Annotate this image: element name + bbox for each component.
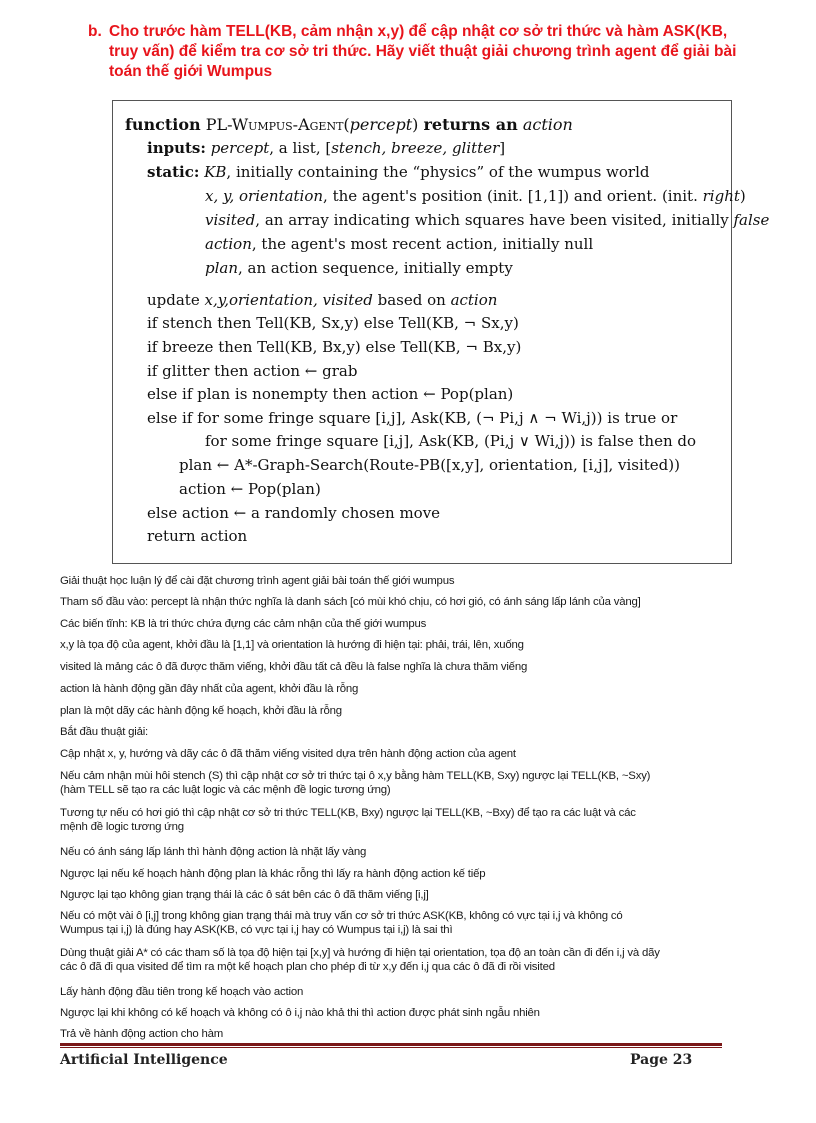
text-line: Giải thuật học luận lý để cài đặt chương trình agent giải bài toán thế giới wumpus (60, 575, 455, 587)
footer-divider-thin (60, 1047, 722, 1048)
text-line: Tương tự nếu có hơi gió thì cập nhật cơ sở tri thức TELL(KB, Bxy) ngược lại TELL(KB, ~Bxy) để tạo ra các luật và các (60, 807, 636, 819)
text-line: Dùng thuật giải A* có các tham số là tọa độ hiện tại [x,y] và hướng đi hiện tại orientation, tọa độ an toàn cần đi đến i,j và dãy (60, 947, 660, 959)
algo-line-action-pop: action ← Pop(plan) (179, 480, 321, 498)
text-line: Nếu có ánh sáng lấp lánh thì hành động action là nhặt lấy vàng (60, 846, 367, 858)
text-line: Bắt đầu thuật giải: (60, 726, 149, 738)
algo-line-else-random: else action ← a randomly chosen move (147, 504, 441, 522)
text-line: Ngược lại tạo không gian trạng thái là các ô sát bên các ô đã thăm viếng [i,j] (60, 889, 429, 901)
footer-divider (60, 1043, 722, 1046)
text-line: action là hành động gần đây nhất của agent, khởi đầu là rỗng (60, 683, 359, 695)
text-line: Ngược lại khi không có kế hoạch và không có ô i,j nào khả thi thì action được phát sinh ngẫu nhiên (60, 1007, 540, 1019)
algo-line-inputs: inputs: percept, a list, [stench, breeze, glitter] (147, 139, 506, 157)
text-line: Wumpus tại i,j) là đúng hay ASK(KB, có vực tại i,j hay có Wumpus tại i,j) là sai thì (60, 924, 453, 936)
footer-title: Artificial Intelligence (60, 1052, 228, 1068)
page-number: Page 23 (630, 1052, 693, 1068)
heading-bullet: b. (88, 23, 102, 40)
algo-line-if-breeze: if breeze then Tell(KB, Bx,y) else Tell(KB, ¬ Bx,y) (147, 338, 522, 356)
algo-line-function: function PL-Wumpus-Agent(percept) returns an action (125, 115, 573, 134)
text-line: Ngược lại nếu kế hoạch hành động plan là khác rỗng thì lấy ra hành động action kế tiếp (60, 868, 486, 880)
algo-line-plan: plan, an action sequence, initially empty (205, 259, 513, 277)
text-line: plan là một dãy các hành động kế hoạch, khởi đầu là rỗng (60, 705, 342, 717)
text-line: Trả về hành động action cho hàm (60, 1028, 224, 1040)
text-line: Nếu cảm nhận mùi hôi stench (S) thì cập nhật cơ sở tri thức tại ô x,y bằng hàm TELL(KB, Sxy) ngược lại TELL(KB, ~Sxy) (60, 770, 651, 782)
text-line: mệnh đề logic tương ứng (60, 821, 184, 833)
algo-line-else-plan: else if plan is nonempty then action ← Pop(plan) (147, 385, 514, 403)
text-line: visited là mảng các ô đã được thăm viếng, khởi đầu tất cả đều là false nghĩa là chưa thăm viếng (60, 661, 528, 673)
text-line: x,y là tọa độ của agent, khởi đầu là [1,1] và orientation là hướng đi hiện tại: phải, trái, lên, xuống (60, 639, 524, 651)
algo-line-if-glitter: if glitter then action ← grab (147, 362, 358, 380)
algo-line-static: static: KB, initially containing the “physics” of the wumpus world (147, 163, 650, 181)
text-line: Lấy hành động đầu tiên trong kế hoạch vào action (60, 986, 304, 998)
algo-line-position: x, y, orientation, the agent's position (init. [1,1]) and orient. (init. right) (205, 187, 746, 205)
text-line: Cập nhật x, y, hướng và dãy các ô đã thăm viếng visited dựa trên hành động action của agent (60, 748, 516, 760)
algo-line-visited: visited, an array indicating which squares have been visited, initially false (205, 211, 770, 229)
text-line: các ô đã đi qua visited để tìm ra một kế hoạch plan cho phép đi từ x,y đến i,j qua các ô đã đi rồi visited (60, 961, 555, 973)
text-line: Nếu có một vài ô [i,j] trong không gian trạng thái mà truy vấn cơ sở tri thức ASK(KB, không có vực tại i,j và không có (60, 910, 623, 922)
algo-line-action: action, the agent's most recent action, initially null (205, 235, 594, 253)
algo-line-plan-search: plan ← A*-Graph-Search(Route-PB([x,y], orientation, [i,j], visited)) (179, 456, 680, 474)
text-line: Các biến tĩnh: KB là tri thức chứa đựng các cảm nhận của thế giới wumpus (60, 618, 427, 630)
algo-line-return: return action (147, 527, 248, 545)
algo-line-if-stench: if stench then Tell(KB, Sx,y) else Tell(KB, ¬ Sx,y) (147, 314, 519, 332)
algo-line-update: update x,y,orientation, visited based on action (147, 291, 498, 309)
algo-line-else-fringe-2: for some fringe square [i,j], Ask(KB, (Pi,j ∨ Wi,j)) is false then do (205, 432, 697, 450)
text-line: (hàm TELL sẽ tạo ra các luật logic và các mệnh đề logic tương ứng) (60, 784, 391, 796)
text-line: Tham số đầu vào: percept là nhận thức nghĩa là danh sách [có mùi khó chịu, có hơi gió, có ánh sáng lấp lánh của vàng] (60, 596, 641, 608)
heading-text: Cho trước hàm TELL(KB, cảm nhận x,y) để cập nhật cơ sở tri thức và hàm ASK(KB, truy vấn) để kiểm tra cơ sở tri thức. Hãy viết thuật giải chương trình agent để giải bài toán thế giới Wumpus (109, 23, 737, 80)
algorithm-box (112, 100, 770, 564)
algo-line-else-fringe-1: else if for some fringe square [i,j], Ask(KB, (¬ Pi,j ∧ ¬ Wi,j)) is true or (147, 409, 678, 427)
